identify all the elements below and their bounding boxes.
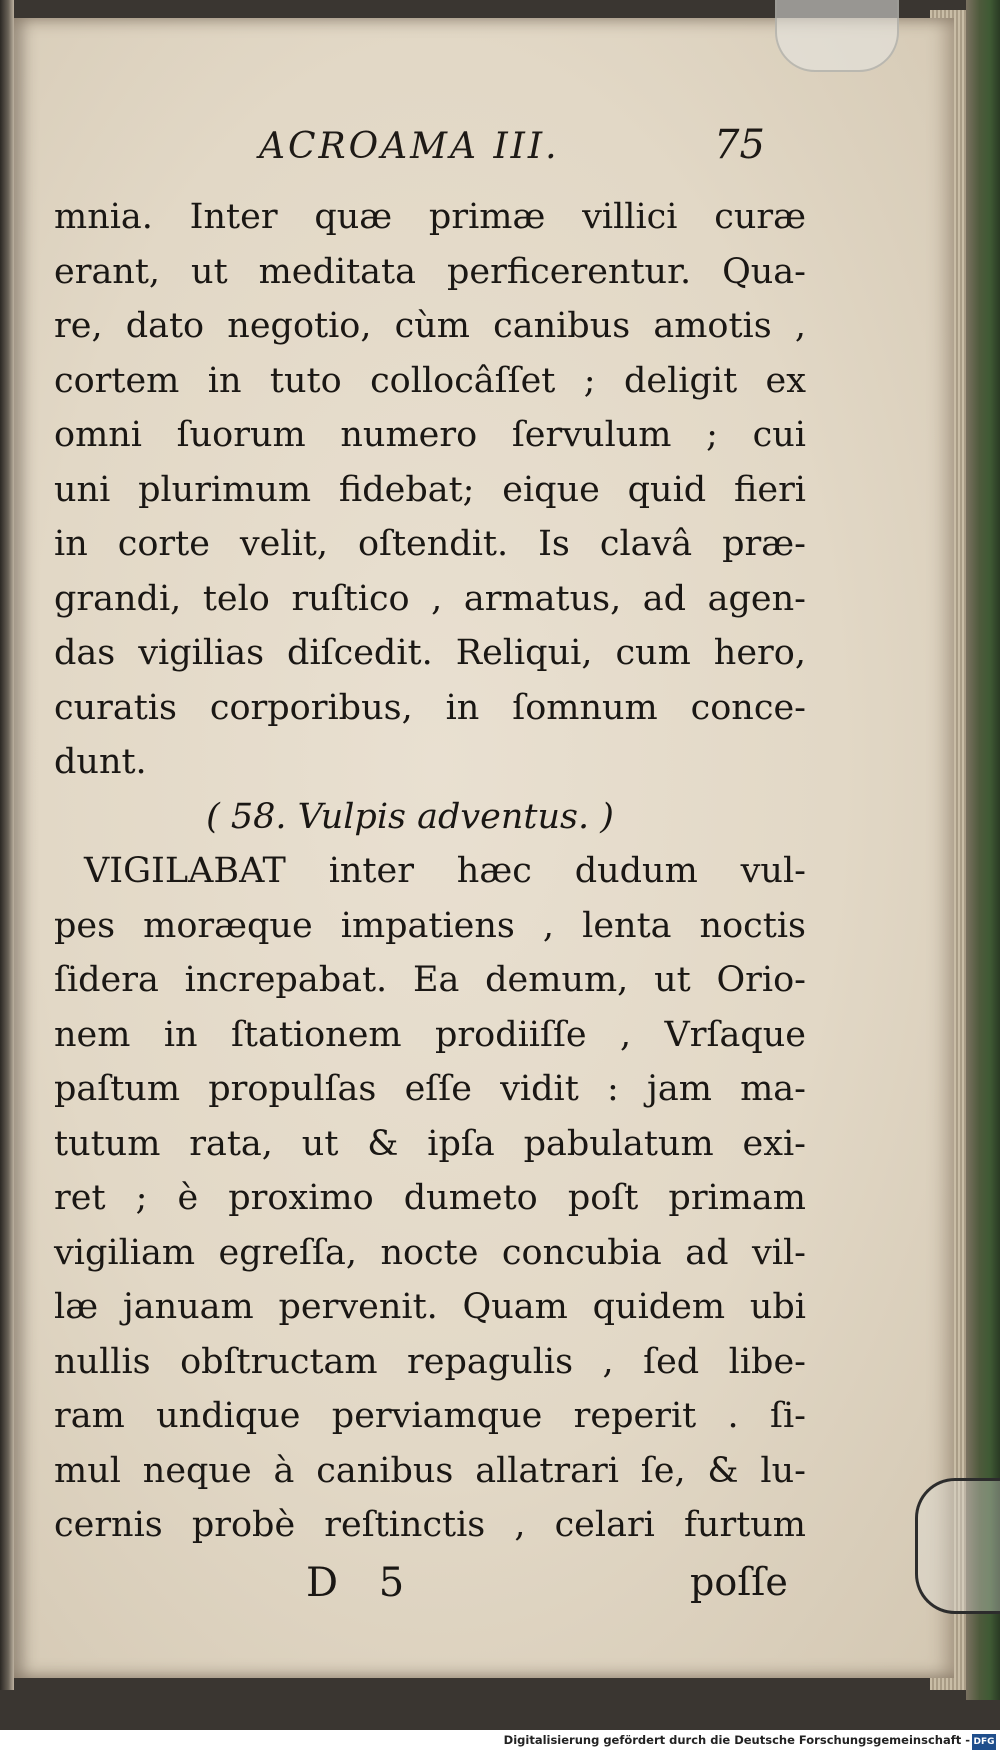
scanner-clip-right	[915, 1478, 1000, 1614]
text-line: cernis probè reſtinctis , celari furtum	[54, 1505, 806, 1545]
text-line: pes moræque impatiens , lenta noctis	[54, 905, 806, 946]
signature-mark: D 5	[306, 1560, 419, 1606]
book-page	[14, 18, 954, 1678]
text-line: ret ; è proximo dumeto poſt primam	[54, 1178, 806, 1218]
credit-text: Digitalisierung gefördert durch die Deutsche Forschungsgemeinschaft -	[503, 1733, 970, 1747]
dfg-logo: DFG	[972, 1734, 996, 1750]
text-line: nem in ſtationem prodiiſſe , Vrſaque	[54, 1014, 806, 1055]
text-line: omni ſuorum numero ſervulum ; cui	[54, 415, 806, 455]
catchword: poſſe	[690, 1560, 788, 1604]
text-line: das vigilias diſcedit. Reliqui, cum hero,	[54, 633, 806, 673]
section-heading: ( 58. Vulpis adventus. )	[206, 796, 614, 837]
text-line: ram undique perviamque reperit . ſi-	[54, 1396, 806, 1436]
page-number: 75	[714, 122, 765, 168]
running-head: ACROAMA III.	[259, 126, 560, 167]
text-line: curatis corporibus, in ſomnum conce-	[54, 687, 806, 728]
text-line: læ januam pervenit. Quam quidem ubi	[54, 1287, 806, 1327]
scanner-clip-top	[775, 0, 899, 72]
text-line: uni plurimum fidebat; eique quid fieri	[54, 469, 806, 510]
book-edge-left	[0, 0, 14, 1690]
text-line: paſtum propulſas eſſe vidit : jam ma-	[54, 1069, 806, 1109]
text-line: dunt.	[54, 742, 147, 782]
text-line: mul neque à canibus allatrari ſe, & lu-	[54, 1450, 806, 1491]
page-footer	[14, 1560, 954, 1620]
text-line: grandi, telo ruſtico , armatus, ad agen-	[54, 578, 806, 619]
text-line: vigiliam egreſſa, nocte concubia ad vil-	[54, 1232, 806, 1273]
body-text	[54, 190, 806, 1553]
text-line: VIGILABAT inter hæc dudum vul-	[84, 851, 806, 891]
book-edge-right	[966, 0, 1000, 1700]
text-line: cortem in tuto collocâſſet ; deligit ex	[54, 360, 806, 401]
text-line: in corte velit, oſtendit. Is clavâ præ-	[54, 524, 806, 564]
text-line: erant, ut meditata perficerentur. Qua-	[54, 251, 806, 292]
page-header	[14, 118, 954, 178]
text-line: nullis obſtructam repagulis , ſed libe-	[54, 1341, 806, 1382]
text-line: re, dato negotio, cùm canibus amotis ,	[54, 306, 806, 346]
text-line: tutum rata, ut & ipſa pabulatum exi-	[54, 1123, 806, 1164]
credit-bar	[0, 1730, 1000, 1755]
text-line: mnia. Inter quæ primæ villici curæ	[54, 197, 806, 237]
text-line: ſidera increpabat. Ea demum, ut Orio-	[54, 960, 806, 1000]
